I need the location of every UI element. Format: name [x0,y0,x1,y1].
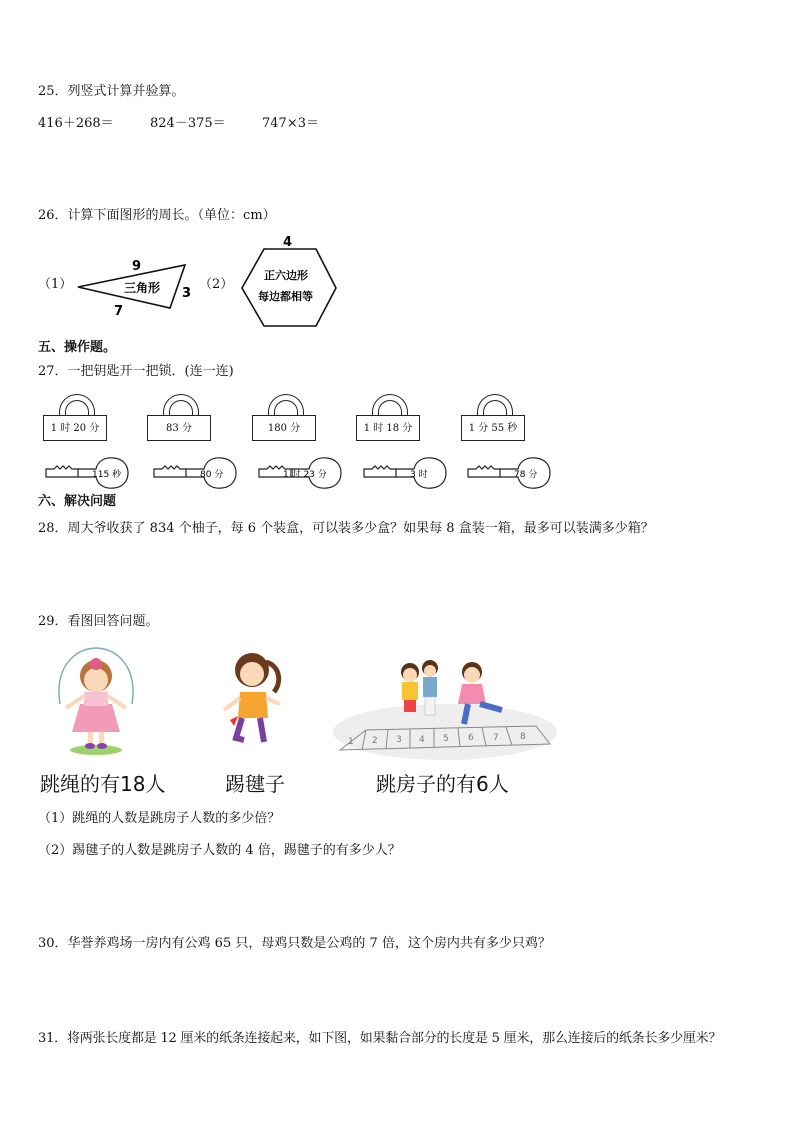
hopscotch-mark-6: 6 [468,733,474,743]
caption-shuttlecock: 踢毽子 [225,772,285,796]
lock-shackle [163,394,199,416]
lock-shackle [477,394,513,416]
section-5-heading: 五、操作题。 [38,340,117,355]
q30-text: 30．华誉养鸡场一房内有公鸡 65 只，母鸡只数是公鸡的 7 倍，这个房内共有多少只鸡？ [38,936,551,951]
shuttlecock-girl-illustration [216,648,296,752]
hopscotch-mark-5: 5 [443,734,449,744]
hexagon-side: 4 [283,235,293,250]
hexagon-figure [236,234,340,330]
key-1 [44,456,130,490]
triangle-side-right: 3 [182,286,192,301]
q29-title: 29．看图回答问题。 [38,614,159,629]
key-3-label: 1 时 23 分 [283,470,327,480]
lock-1: 1 时 20 分 [43,415,107,441]
q31-text: 31．将两张长度都是 12 厘米的纸条连接起来，如下图，如果黏合部分的长度是 5 厘米，那么连接后的纸条长多少厘米？ [38,1031,722,1046]
lock-shackle [268,394,304,416]
key-5 [466,456,552,490]
key-5-label: 78 分 [514,470,538,480]
q25-expr-3: 747×3＝ [262,116,319,131]
lock-shackle [372,394,408,416]
q29-sub-question-1: （1）跳绳的人数是跳房子人数的多少倍？ [38,811,281,826]
q26-title: 26．计算下面图形的周长。（单位：cm） [38,208,276,223]
q25-title: 25．列竖式计算并验算。 [38,84,185,99]
triangle-side-top: 9 [132,259,142,274]
lock-4: 1 时 18 分 [356,415,420,441]
section-6-heading: 六、解决问题 [38,494,117,509]
hopscotch-illustration [330,652,560,768]
key-3 [257,456,343,490]
key-2 [152,456,238,490]
lock-2: 83 分 [147,415,211,441]
q29-sub-question-2: （2）踢毽子的人数是跳房子人数的 4 倍，踢毽子的有多少人？ [38,843,401,858]
hopscotch-mark-3: 3 [396,735,402,745]
hopscotch-mark-4: 4 [419,735,425,745]
hexagon-text-1: 正六边形 [264,269,308,282]
triangle-figure [70,250,200,320]
hopscotch-mark-7: 7 [493,733,499,743]
hexagon-text-2: 每边都相等 [258,290,313,303]
caption-jump-rope: 跳绳的有18人 [40,772,166,796]
hexagon-shape [242,249,336,326]
key-1-label: 115 秒 [92,470,122,480]
q26-label-1: （1） [38,277,73,292]
key-2-label: 80 分 [200,470,224,480]
q25-expr-2: 824－375＝ [150,116,226,131]
q28-text: 28．周大爷收获了 834 个柚子，每 6 个装盒，可以装多少盒？如果每 8 盒装一箱，最多可以装满多少箱？ [38,521,654,536]
caption-hopscotch: 跳房子的有6人 [376,772,509,796]
jump-rope-girl-illustration [46,646,146,758]
key-4 [362,456,448,490]
q27-title: 27．一把钥匙开一把锁．(连一连) [38,364,234,379]
hopscotch-mark-1: 1 [348,737,354,747]
lock-5: 1 分 55 秒 [461,415,525,441]
key-4-label: 3 时 [410,470,428,480]
triangle-name: 三角形 [124,281,161,295]
hopscotch-mark-8: 8 [520,732,526,742]
lock-shackle [59,394,95,416]
lock-3: 180 分 [252,415,316,441]
triangle-side-bottom: 7 [114,304,124,319]
q25-expr-1: 416＋268＝ [38,116,114,131]
hopscotch-mark-2: 2 [372,736,378,746]
q26-label-2: （2） [199,277,234,292]
